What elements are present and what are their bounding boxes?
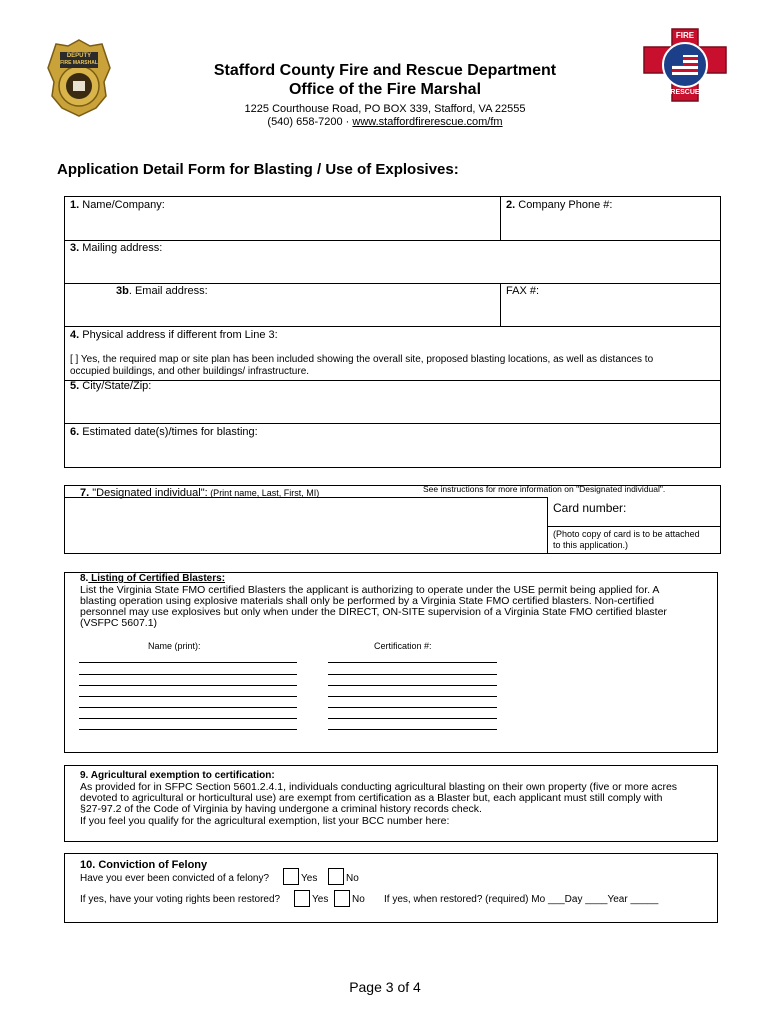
felony-yes-label: Yes [301, 873, 318, 884]
office-name: Office of the Fire Marshal [288, 81, 482, 98]
department-name: Stafford County Fire and Rescue Department [213, 62, 557, 79]
office-contact [0, 116, 770, 128]
section-9-body: As provided for in SFPC Section 5601.2.4.1, individuals conducting agricultural blasting on their own property (five or more acres devoted to agricultural or horticultural use) are exempt from certification as a Blaster but, each applicant must still comply with §27-97.2 of the Code of Virginia by having undergone a criminal history records check. [80, 781, 678, 815]
website-link[interactable]: www.staffordfirerescue.com/fm [352, 116, 503, 128]
company-phone-field[interactable]: 2. Company Phone #: [506, 199, 613, 211]
office-address: 1225 Courthouse Road, PO BOX 339, Stafford, VA 22555 [244, 103, 526, 115]
office-phone: (540) 658-7200 · [267, 116, 353, 128]
felony-no-label: No [346, 873, 359, 884]
physical-address-field[interactable]: 4. Physical address if different from Line 3: [70, 329, 278, 341]
logo-fire-text: FIRE [675, 31, 695, 40]
site-plan-checkbox-note[interactable]: [ ] Yes, the required map or site plan has been included showing the overall site, proposed blasting locations, as well as distances to occupied buildings, and other buildings/ infrastructure. [70, 354, 654, 377]
felony-yes-checkbox[interactable] [283, 868, 299, 885]
card-number-field[interactable]: Card number: [553, 501, 627, 515]
voting-no-checkbox[interactable] [334, 890, 350, 907]
fax-field[interactable]: FAX #: [506, 285, 540, 297]
blaster-cert-header: Certification #: [374, 641, 432, 651]
email-address-field[interactable]: 3b. Email address: [116, 285, 208, 297]
card-photocopy-note: (Photo copy of card is to be attached to this application.) [553, 529, 700, 550]
section-9-title: 9. Agricultural exemption to certification: [80, 770, 275, 781]
section-8-title: 8. Listing of Certified Blasters: [80, 573, 226, 584]
blaster-name-header: Name (print): [148, 641, 201, 651]
designated-individual-input[interactable] [66, 499, 544, 552]
section-10-title: 10. Conviction of Felony [80, 859, 208, 871]
felony-question: Have you ever been convicted of a felony? [80, 873, 270, 884]
logo-rescue-text: RESCUE [670, 89, 700, 96]
restored-date-field[interactable]: If yes, when restored? (required) Mo ___Day ____Year _____ [384, 894, 659, 905]
designated-individual-label: 7. "Designated individual": (Print name, Last, First, MI) [80, 487, 320, 499]
section-8-body: List the Virginia State FMO certified Blasters the applicant is authorizing to operate under the USE permit being applied for. A blasting operation using explosive materials shall only be performed by a Virginia State FMO certified blasters. Non-certified personnel may use explosives but only when under the DIRECT, ON-SITE supervision of a Virginia State FMO certified blaster (VSFPC 5607.1) [80, 584, 667, 629]
designated-individual-note: See instructions for more information on "Designated individual". [423, 484, 666, 494]
badge-text-mid: FIRE MARSHAL [60, 60, 98, 66]
voting-no-label: No [352, 894, 365, 905]
voting-yes-checkbox[interactable] [294, 890, 310, 907]
blasting-dates-field[interactable]: 6. Estimated date(s)/times for blasting: [70, 426, 258, 438]
voting-rights-question: If yes, have your voting rights been restored? [80, 894, 281, 905]
felony-no-checkbox[interactable] [328, 868, 344, 885]
form-title: Application Detail Form for Blasting / Use of Explosives: [57, 161, 459, 178]
voting-yes-label: Yes [312, 894, 329, 905]
mailing-address-field[interactable]: 3. Mailing address: [70, 242, 163, 254]
bcc-number-field[interactable]: If you feel you qualify for the agricultural exemption, list your BCC number here: [80, 815, 450, 827]
badge-text-top: DEPUTY [66, 53, 92, 59]
page-number: Page 3 of 4 [349, 979, 421, 995]
city-state-zip-field[interactable]: 5. City/State/Zip: [70, 380, 152, 392]
name-company-field[interactable]: 1. Name/Company: [70, 199, 165, 211]
